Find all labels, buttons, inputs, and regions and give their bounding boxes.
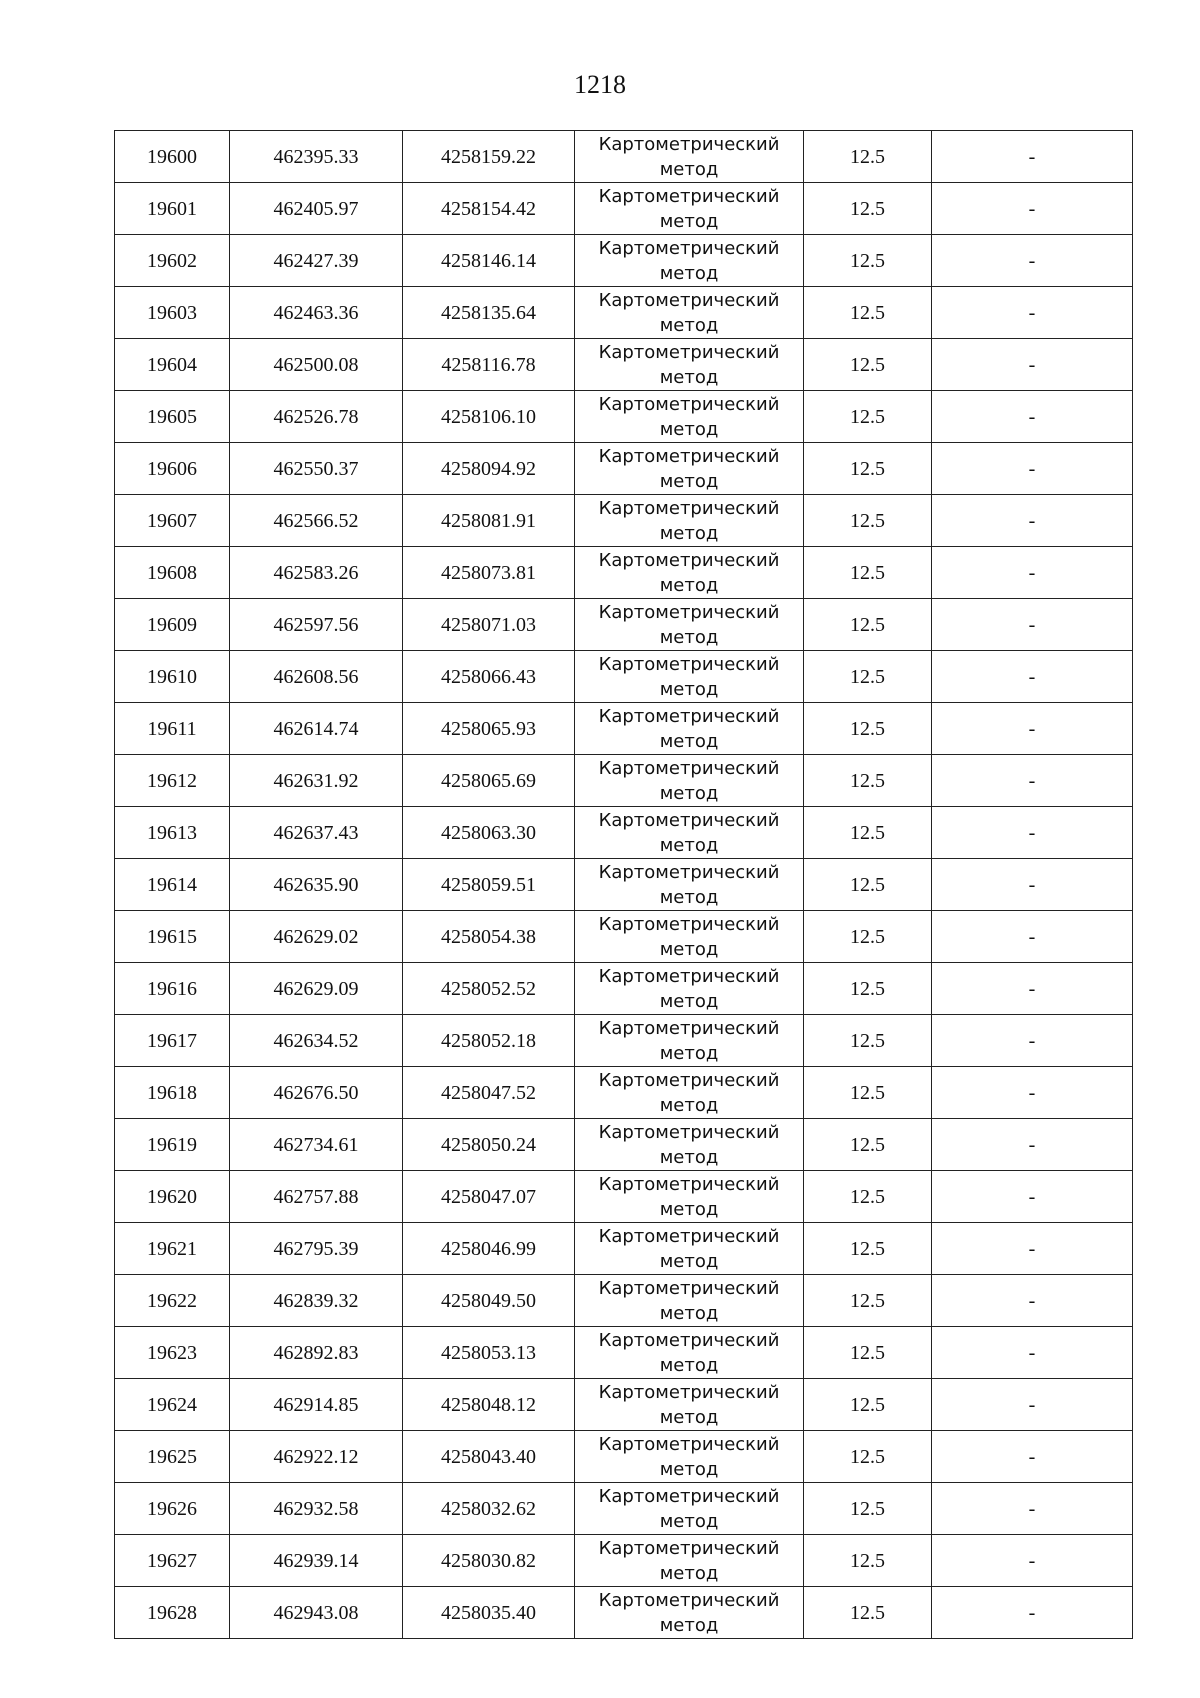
- point-id-cell: 19600: [115, 131, 230, 183]
- x-coordinate-cell: 462583.26: [230, 547, 403, 599]
- accuracy-cell: 12.5: [804, 183, 932, 235]
- method-cell: [575, 1327, 804, 1379]
- point-id-cell: 19621: [115, 1223, 230, 1275]
- x-coordinate-cell: 462395.33: [230, 131, 403, 183]
- method-cell: [575, 547, 804, 599]
- y-coordinate-cell: 4258066.43: [403, 651, 575, 703]
- method-line-2: метод: [659, 1406, 719, 1428]
- y-coordinate-cell: 4258043.40: [403, 1431, 575, 1483]
- accuracy-cell: 12.5: [804, 1223, 932, 1275]
- y-coordinate-cell: 4258135.64: [403, 287, 575, 339]
- point-id-cell: 19625: [115, 1431, 230, 1483]
- method-cell: [575, 183, 804, 235]
- y-coordinate-cell: 4258065.93: [403, 703, 575, 755]
- x-coordinate-cell: 462463.36: [230, 287, 403, 339]
- table-row: [115, 1015, 1133, 1067]
- accuracy-cell: 12.5: [804, 703, 932, 755]
- method-line-2: метод: [659, 990, 719, 1012]
- method-cell: [575, 651, 804, 703]
- method-cell: [575, 1275, 804, 1327]
- method-cell: [575, 1379, 804, 1431]
- note-cell: -: [932, 1431, 1133, 1483]
- point-id-cell: 19610: [115, 651, 230, 703]
- method-cell: [575, 287, 804, 339]
- table-row: [115, 807, 1133, 859]
- accuracy-cell: 12.5: [804, 339, 932, 391]
- accuracy-cell: 12.5: [804, 963, 932, 1015]
- method-line-2: метод: [659, 314, 719, 336]
- accuracy-cell: 12.5: [804, 1431, 932, 1483]
- y-coordinate-cell: 4258047.07: [403, 1171, 575, 1223]
- accuracy-cell: 12.5: [804, 755, 932, 807]
- x-coordinate-cell: 462597.56: [230, 599, 403, 651]
- accuracy-cell: 12.5: [804, 1379, 932, 1431]
- x-coordinate-cell: 462405.97: [230, 183, 403, 235]
- accuracy-cell: 12.5: [804, 443, 932, 495]
- y-coordinate-cell: 4258071.03: [403, 599, 575, 651]
- point-id-cell: 19601: [115, 183, 230, 235]
- method-line-1: Картометрический: [598, 1329, 780, 1351]
- accuracy-cell: 12.5: [804, 651, 932, 703]
- table-row: [115, 651, 1133, 703]
- method-cell: [575, 859, 804, 911]
- method-line-1: Картометрический: [598, 913, 780, 935]
- point-id-cell: 19602: [115, 235, 230, 287]
- note-cell: -: [932, 807, 1133, 859]
- y-coordinate-cell: 4258059.51: [403, 859, 575, 911]
- method-line-2: метод: [659, 626, 719, 648]
- method-line-2: метод: [659, 1146, 719, 1168]
- table-row: [115, 755, 1133, 807]
- table-row: [115, 1483, 1133, 1535]
- point-id-cell: 19607: [115, 495, 230, 547]
- accuracy-cell: 12.5: [804, 547, 932, 599]
- x-coordinate-cell: 462629.09: [230, 963, 403, 1015]
- method-line-1: Картометрический: [598, 185, 780, 207]
- y-coordinate-cell: 4258065.69: [403, 755, 575, 807]
- y-coordinate-cell: 4258081.91: [403, 495, 575, 547]
- method-cell: [575, 1171, 804, 1223]
- accuracy-cell: 12.5: [804, 807, 932, 859]
- method-line-1: Картометрический: [598, 341, 780, 363]
- x-coordinate-cell: 462635.90: [230, 859, 403, 911]
- accuracy-cell: 12.5: [804, 1171, 932, 1223]
- method-line-1: Картометрический: [598, 1485, 780, 1507]
- note-cell: -: [932, 495, 1133, 547]
- y-coordinate-cell: 4258052.18: [403, 1015, 575, 1067]
- method-line-2: метод: [659, 1614, 719, 1636]
- x-coordinate-cell: 462500.08: [230, 339, 403, 391]
- method-line-1: Картометрический: [598, 1069, 780, 1091]
- method-line-1: Картометрический: [598, 1381, 780, 1403]
- point-id-cell: 19609: [115, 599, 230, 651]
- accuracy-cell: 12.5: [804, 1067, 932, 1119]
- method-cell: [575, 911, 804, 963]
- method-line-1: Картометрический: [598, 965, 780, 987]
- method-line-1: Картометрический: [598, 809, 780, 831]
- point-id-cell: 19618: [115, 1067, 230, 1119]
- method-line-2: метод: [659, 678, 719, 700]
- accuracy-cell: 12.5: [804, 1483, 932, 1535]
- note-cell: -: [932, 1067, 1133, 1119]
- method-line-1: Картометрический: [598, 1433, 780, 1455]
- point-id-cell: 19616: [115, 963, 230, 1015]
- method-line-2: метод: [659, 1302, 719, 1324]
- y-coordinate-cell: 4258052.52: [403, 963, 575, 1015]
- method-cell: [575, 339, 804, 391]
- note-cell: -: [932, 859, 1133, 911]
- method-cell: [575, 1431, 804, 1483]
- y-coordinate-cell: 4258035.40: [403, 1587, 575, 1639]
- method-line-1: Картометрический: [598, 237, 780, 259]
- note-cell: -: [932, 599, 1133, 651]
- table-row: [115, 703, 1133, 755]
- method-line-1: Картометрический: [598, 1173, 780, 1195]
- x-coordinate-cell: 462922.12: [230, 1431, 403, 1483]
- x-coordinate-cell: 462795.39: [230, 1223, 403, 1275]
- x-coordinate-cell: 462566.52: [230, 495, 403, 547]
- y-coordinate-cell: 4258063.30: [403, 807, 575, 859]
- method-cell: [575, 807, 804, 859]
- note-cell: -: [932, 391, 1133, 443]
- method-line-2: метод: [659, 1354, 719, 1376]
- note-cell: -: [932, 1015, 1133, 1067]
- note-cell: -: [932, 1171, 1133, 1223]
- method-cell: [575, 235, 804, 287]
- accuracy-cell: 12.5: [804, 1119, 932, 1171]
- method-line-1: Картометрический: [598, 757, 780, 779]
- y-coordinate-cell: 4258053.13: [403, 1327, 575, 1379]
- y-coordinate-cell: 4258049.50: [403, 1275, 575, 1327]
- accuracy-cell: 12.5: [804, 495, 932, 547]
- method-line-1: Картометрический: [598, 289, 780, 311]
- accuracy-cell: 12.5: [804, 235, 932, 287]
- method-line-1: Картометрический: [598, 653, 780, 675]
- x-coordinate-cell: 462932.58: [230, 1483, 403, 1535]
- method-cell: [575, 599, 804, 651]
- y-coordinate-cell: 4258146.14: [403, 235, 575, 287]
- accuracy-cell: 12.5: [804, 131, 932, 183]
- x-coordinate-cell: 462526.78: [230, 391, 403, 443]
- point-id-cell: 19612: [115, 755, 230, 807]
- method-line-1: Картометрический: [598, 1277, 780, 1299]
- point-id-cell: 19626: [115, 1483, 230, 1535]
- x-coordinate-cell: 462427.39: [230, 235, 403, 287]
- table-row: [115, 963, 1133, 1015]
- note-cell: -: [932, 1483, 1133, 1535]
- point-id-cell: 19617: [115, 1015, 230, 1067]
- y-coordinate-cell: 4258154.42: [403, 183, 575, 235]
- table-row: [115, 183, 1133, 235]
- y-coordinate-cell: 4258048.12: [403, 1379, 575, 1431]
- y-coordinate-cell: 4258106.10: [403, 391, 575, 443]
- x-coordinate-cell: 462631.92: [230, 755, 403, 807]
- table-row: [115, 1171, 1133, 1223]
- point-id-cell: 19619: [115, 1119, 230, 1171]
- table-row: [115, 1535, 1133, 1587]
- note-cell: -: [932, 1223, 1133, 1275]
- table-row: [115, 131, 1133, 183]
- table-row: [115, 235, 1133, 287]
- x-coordinate-cell: 462614.74: [230, 703, 403, 755]
- x-coordinate-cell: 462634.52: [230, 1015, 403, 1067]
- note-cell: -: [932, 1119, 1133, 1171]
- x-coordinate-cell: 462734.61: [230, 1119, 403, 1171]
- method-line-2: метод: [659, 886, 719, 908]
- table-row: [115, 287, 1133, 339]
- method-line-1: Картометрический: [598, 497, 780, 519]
- note-cell: -: [932, 1587, 1133, 1639]
- point-id-cell: 19624: [115, 1379, 230, 1431]
- method-cell: [575, 1223, 804, 1275]
- y-coordinate-cell: 4258030.82: [403, 1535, 575, 1587]
- note-cell: -: [932, 911, 1133, 963]
- accuracy-cell: 12.5: [804, 1275, 932, 1327]
- note-cell: -: [932, 1535, 1133, 1587]
- method-line-2: метод: [659, 210, 719, 232]
- table-row: [115, 1223, 1133, 1275]
- method-line-1: Картометрический: [598, 601, 780, 623]
- method-line-1: Картометрический: [598, 1589, 780, 1611]
- note-cell: -: [932, 703, 1133, 755]
- point-id-cell: 19627: [115, 1535, 230, 1587]
- method-cell: [575, 443, 804, 495]
- y-coordinate-cell: 4258046.99: [403, 1223, 575, 1275]
- method-cell: [575, 963, 804, 1015]
- method-cell: [575, 495, 804, 547]
- x-coordinate-cell: 462892.83: [230, 1327, 403, 1379]
- x-coordinate-cell: 462629.02: [230, 911, 403, 963]
- method-cell: [575, 1015, 804, 1067]
- point-id-cell: 19613: [115, 807, 230, 859]
- note-cell: -: [932, 755, 1133, 807]
- note-cell: -: [932, 651, 1133, 703]
- note-cell: -: [932, 443, 1133, 495]
- method-line-1: Картометрический: [598, 1225, 780, 1247]
- note-cell: -: [932, 235, 1133, 287]
- point-id-cell: 19628: [115, 1587, 230, 1639]
- point-id-cell: 19620: [115, 1171, 230, 1223]
- method-line-1: Картометрический: [598, 705, 780, 727]
- point-id-cell: 19605: [115, 391, 230, 443]
- table-row: [115, 859, 1133, 911]
- method-line-2: метод: [659, 158, 719, 180]
- table-row: [115, 1379, 1133, 1431]
- accuracy-cell: 12.5: [804, 1327, 932, 1379]
- table-row: [115, 1431, 1133, 1483]
- note-cell: -: [932, 1379, 1133, 1431]
- method-line-2: метод: [659, 366, 719, 388]
- note-cell: -: [932, 131, 1133, 183]
- table-row: [115, 391, 1133, 443]
- method-line-1: Картометрический: [598, 445, 780, 467]
- x-coordinate-cell: 462757.88: [230, 1171, 403, 1223]
- note-cell: -: [932, 1327, 1133, 1379]
- method-line-2: метод: [659, 574, 719, 596]
- method-cell: [575, 1119, 804, 1171]
- y-coordinate-cell: 4258094.92: [403, 443, 575, 495]
- method-line-1: Картометрический: [598, 133, 780, 155]
- point-id-cell: 19604: [115, 339, 230, 391]
- point-id-cell: 19615: [115, 911, 230, 963]
- point-id-cell: 19606: [115, 443, 230, 495]
- table-row: [115, 495, 1133, 547]
- page-number: 1218: [574, 70, 626, 99]
- table-row: [115, 1067, 1133, 1119]
- method-line-2: метод: [659, 470, 719, 492]
- table-row: [115, 443, 1133, 495]
- y-coordinate-cell: 4258050.24: [403, 1119, 575, 1171]
- method-cell: [575, 1587, 804, 1639]
- y-coordinate-cell: 4258073.81: [403, 547, 575, 599]
- method-line-2: метод: [659, 1198, 719, 1220]
- point-id-cell: 19614: [115, 859, 230, 911]
- method-cell: [575, 1483, 804, 1535]
- point-id-cell: 19623: [115, 1327, 230, 1379]
- method-line-2: метод: [659, 418, 719, 440]
- method-line-2: метод: [659, 834, 719, 856]
- point-id-cell: 19611: [115, 703, 230, 755]
- method-line-2: метод: [659, 1042, 719, 1064]
- accuracy-cell: 12.5: [804, 391, 932, 443]
- table-row: [115, 547, 1133, 599]
- method-line-2: метод: [659, 1458, 719, 1480]
- accuracy-cell: 12.5: [804, 1015, 932, 1067]
- coordinates-table: [114, 130, 1133, 1639]
- y-coordinate-cell: 4258047.52: [403, 1067, 575, 1119]
- method-line-2: метод: [659, 1510, 719, 1532]
- x-coordinate-cell: 462676.50: [230, 1067, 403, 1119]
- x-coordinate-cell: 462943.08: [230, 1587, 403, 1639]
- method-cell: [575, 755, 804, 807]
- x-coordinate-cell: 462608.56: [230, 651, 403, 703]
- method-line-1: Картометрический: [598, 549, 780, 571]
- method-line-2: метод: [659, 262, 719, 284]
- y-coordinate-cell: 4258054.38: [403, 911, 575, 963]
- x-coordinate-cell: 462550.37: [230, 443, 403, 495]
- method-line-2: метод: [659, 730, 719, 752]
- method-cell: [575, 131, 804, 183]
- method-line-2: метод: [659, 938, 719, 960]
- note-cell: -: [932, 339, 1133, 391]
- table-row: [115, 1119, 1133, 1171]
- table-row: [115, 1327, 1133, 1379]
- method-cell: [575, 1067, 804, 1119]
- accuracy-cell: 12.5: [804, 599, 932, 651]
- note-cell: -: [932, 1275, 1133, 1327]
- accuracy-cell: 12.5: [804, 1587, 932, 1639]
- method-line-2: метод: [659, 782, 719, 804]
- table-row: [115, 339, 1133, 391]
- note-cell: -: [932, 963, 1133, 1015]
- method-line-2: метод: [659, 1562, 719, 1584]
- method-cell: [575, 703, 804, 755]
- note-cell: -: [932, 183, 1133, 235]
- method-cell: [575, 1535, 804, 1587]
- point-id-cell: 19603: [115, 287, 230, 339]
- y-coordinate-cell: 4258116.78: [403, 339, 575, 391]
- method-line-1: Картометрический: [598, 861, 780, 883]
- accuracy-cell: 12.5: [804, 1535, 932, 1587]
- method-cell: [575, 391, 804, 443]
- accuracy-cell: 12.5: [804, 911, 932, 963]
- method-line-1: Картометрический: [598, 1121, 780, 1143]
- x-coordinate-cell: 462939.14: [230, 1535, 403, 1587]
- point-id-cell: 19608: [115, 547, 230, 599]
- table-body: [115, 131, 1133, 1639]
- method-line-1: Картометрический: [598, 393, 780, 415]
- method-line-1: Картометрический: [598, 1537, 780, 1559]
- table-row: [115, 1587, 1133, 1639]
- table-row: [115, 1275, 1133, 1327]
- y-coordinate-cell: 4258159.22: [403, 131, 575, 183]
- table-row: [115, 911, 1133, 963]
- x-coordinate-cell: 462839.32: [230, 1275, 403, 1327]
- x-coordinate-cell: 462914.85: [230, 1379, 403, 1431]
- point-id-cell: 19622: [115, 1275, 230, 1327]
- method-line-2: метод: [659, 522, 719, 544]
- table-row: [115, 599, 1133, 651]
- note-cell: -: [932, 287, 1133, 339]
- method-line-2: метод: [659, 1094, 719, 1116]
- method-line-2: метод: [659, 1250, 719, 1272]
- method-line-1: Картометрический: [598, 1017, 780, 1039]
- accuracy-cell: 12.5: [804, 287, 932, 339]
- x-coordinate-cell: 462637.43: [230, 807, 403, 859]
- note-cell: -: [932, 547, 1133, 599]
- accuracy-cell: 12.5: [804, 859, 932, 911]
- y-coordinate-cell: 4258032.62: [403, 1483, 575, 1535]
